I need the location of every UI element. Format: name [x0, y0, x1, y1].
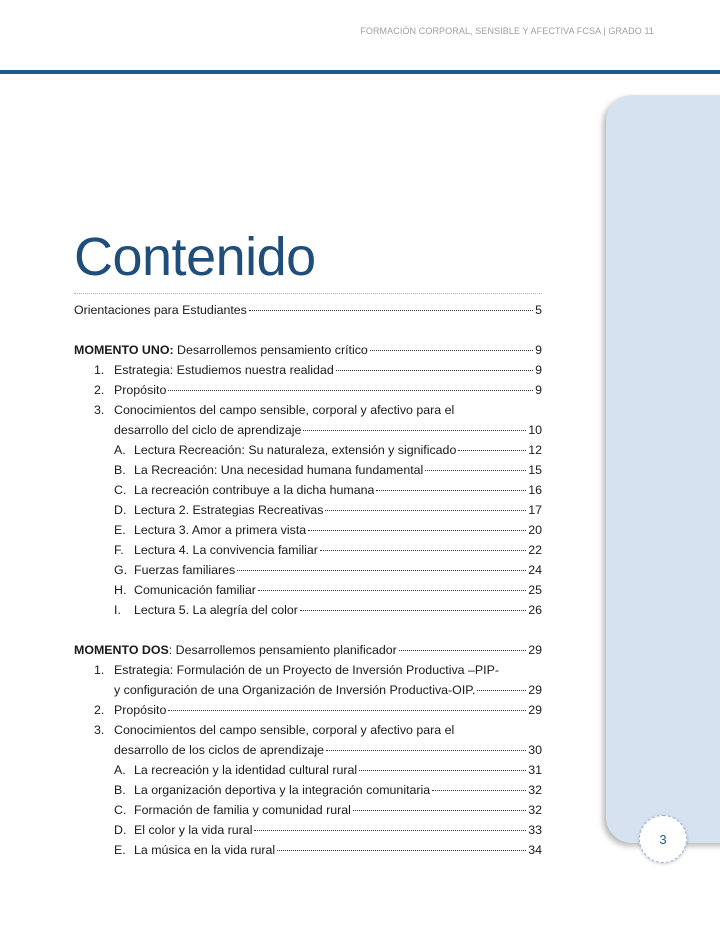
toc-label: Orientaciones para Estudiantes — [74, 303, 247, 317]
toc-marker: F. — [114, 543, 124, 557]
toc-entry-m1-sub-e[interactable] — [74, 520, 542, 540]
toc-label: Propósito — [114, 703, 167, 717]
toc-label-bold: MOMENTO DOS — [74, 643, 169, 657]
toc-leader — [237, 570, 526, 571]
toc-label: Estrategia: Formulación de un Proyecto de Inversión Productiva –PIP- — [114, 663, 499, 677]
toc-leader — [432, 790, 526, 791]
toc-entry-m1-sub-d[interactable] — [74, 500, 542, 520]
toc-label: La organización deportiva y la integración comunitaria — [134, 783, 431, 797]
toc-entry-m1-item-1[interactable] — [74, 360, 542, 380]
toc-label: Lectura Recreación: Su naturaleza, extensión y significado — [134, 443, 457, 457]
toc-label: Formación de familia y comunidad rural — [134, 803, 351, 817]
toc-page: 26 — [528, 603, 542, 617]
toc-page: 29 — [528, 703, 542, 717]
toc-label: La Recreación: Una necesidad humana fundamental — [134, 463, 424, 477]
toc-page: 9 — [535, 363, 542, 377]
toc-label: Comunicación familiar — [134, 583, 256, 597]
toc-label: y configuración de una Organización de Inversión Productiva-OIP. — [114, 683, 476, 697]
toc-entry-m2-item-1[interactable] — [74, 660, 542, 680]
toc-entry-m2-item-2[interactable] — [74, 700, 542, 720]
toc-leader — [353, 810, 526, 811]
toc-label: Conocimientos del campo sensible, corporal y afectivo para el — [114, 723, 455, 737]
toc-label: Lectura 2. Estrategias Recreativas — [134, 503, 324, 517]
toc-marker: H. — [114, 583, 127, 597]
side-tab — [606, 95, 720, 843]
toc-entry-m1-sub-g[interactable] — [74, 560, 542, 580]
table-of-contents — [74, 300, 542, 860]
toc-page: 34 — [528, 843, 542, 857]
toc-marker: G. — [114, 563, 128, 577]
toc-leader — [249, 310, 533, 311]
toc-label: La música en la vida rural — [134, 843, 276, 857]
running-header: FORMACIÓN CORPORAL, SENSIBLE Y AFECTIVA FCSA | GRADO 11 — [360, 26, 654, 36]
toc-leader — [359, 770, 526, 771]
toc-entry-m1-sub-c[interactable] — [74, 480, 542, 500]
toc-entry-m1-item-2[interactable] — [74, 380, 542, 400]
toc-entry-momento-uno[interactable] — [74, 340, 542, 360]
toc-label: desarrollo de los ciclos de aprendizaje — [114, 743, 325, 757]
toc-marker: 2. — [94, 703, 105, 717]
toc-marker: 2. — [94, 383, 105, 397]
toc-entry-m1-sub-h[interactable] — [74, 580, 542, 600]
toc-entry-m1-sub-i[interactable] — [74, 600, 542, 620]
toc-entry-m1-sub-a[interactable] — [74, 440, 542, 460]
toc-entry-m2-item-3-continuation[interactable] — [74, 740, 542, 760]
toc-entry-m1-item-3-continuation[interactable] — [74, 420, 542, 440]
toc-page: 25 — [528, 583, 542, 597]
toc-page: 33 — [528, 823, 542, 837]
toc-page: 16 — [528, 483, 542, 497]
toc-page: 20 — [528, 523, 542, 537]
toc-marker: I. — [114, 603, 121, 617]
toc-label: Lectura 3. Amor a primera vista — [134, 523, 307, 537]
toc-leader — [326, 750, 526, 751]
toc-entry-m1-sub-b[interactable] — [74, 460, 542, 480]
toc-leader — [303, 430, 526, 431]
toc-page: 22 — [528, 543, 542, 557]
toc-label: desarrollo del ciclo de aprendizaje — [114, 423, 302, 437]
toc-page: 15 — [528, 463, 542, 477]
toc-page: 5 — [535, 303, 542, 317]
toc-leader — [258, 590, 526, 591]
toc-marker: C. — [114, 803, 127, 817]
toc-page: 10 — [528, 423, 542, 437]
toc-page: 12 — [528, 443, 542, 457]
toc-leader — [168, 710, 526, 711]
toc-page: 24 — [528, 563, 542, 577]
toc-page: 17 — [528, 503, 542, 517]
toc-page: 9 — [535, 383, 542, 397]
toc-leader — [370, 350, 533, 351]
toc-marker: 3. — [94, 723, 105, 737]
toc-entry-m2-sub-a[interactable] — [74, 760, 542, 780]
toc-entry-m2-sub-b[interactable] — [74, 780, 542, 800]
toc-leader — [477, 690, 526, 691]
toc-entry-m1-item-3[interactable] — [74, 400, 542, 420]
toc-entry-momento-dos[interactable] — [74, 640, 542, 660]
toc-leader — [308, 530, 526, 531]
toc-leader — [277, 850, 526, 851]
toc-label: Fuerzas familiares — [134, 563, 236, 577]
toc-label: Lectura 4. La convivencia familiar — [134, 543, 318, 557]
toc-entry-m2-item-3[interactable] — [74, 720, 542, 740]
toc-marker: B. — [114, 463, 126, 477]
toc-leader — [325, 510, 526, 511]
page-title: Contenido — [74, 227, 316, 287]
toc-marker: E. — [114, 523, 126, 537]
toc-page: 32 — [528, 803, 542, 817]
toc-entry-m1-sub-f[interactable] — [74, 540, 542, 560]
toc-leader — [336, 370, 533, 371]
toc-label-bold: MOMENTO UNO: — [74, 343, 174, 357]
toc-entry-m2-item-1-continuation[interactable] — [74, 680, 542, 700]
toc-label: Conocimientos del campo sensible, corporal y afectivo para el — [114, 403, 455, 417]
toc-leader — [300, 610, 526, 611]
toc-label-rest: Desarrollemos pensamiento crítico — [173, 343, 368, 357]
toc-page: 31 — [528, 763, 542, 777]
toc-marker: E. — [114, 843, 126, 857]
toc-entry-m2-sub-e[interactable] — [74, 840, 542, 860]
toc-leader — [168, 390, 533, 391]
toc-marker: 1. — [94, 363, 105, 377]
title-divider — [74, 293, 542, 294]
toc-label-rest: : Desarrollemos pensamiento planificador — [168, 643, 397, 657]
toc-page: 32 — [528, 783, 542, 797]
toc-label: El color y la vida rural — [134, 823, 253, 837]
toc-leader — [458, 450, 526, 451]
toc-marker: 3. — [94, 403, 105, 417]
toc-label: Estrategia: Estudiemos nuestra realidad — [114, 363, 334, 377]
toc-label: Propósito — [114, 383, 167, 397]
toc-page: 9 — [535, 343, 542, 357]
toc-label: La recreación contribuye a la dicha humana — [134, 483, 375, 497]
toc-leader — [399, 650, 526, 651]
toc-label — [74, 640, 397, 660]
toc-leader — [320, 550, 526, 551]
toc-page: 30 — [528, 743, 542, 757]
toc-marker: C. — [114, 483, 127, 497]
toc-leader — [425, 470, 526, 471]
page-number: 3 — [659, 831, 667, 847]
toc-page: 29 — [528, 683, 542, 697]
toc-marker: D. — [114, 823, 127, 837]
toc-marker: D. — [114, 503, 127, 517]
toc-marker: A. — [114, 443, 126, 457]
toc-entry-m2-sub-c[interactable] — [74, 800, 542, 820]
toc-leader — [254, 830, 526, 831]
toc-marker: B. — [114, 783, 126, 797]
header-rule — [0, 70, 720, 74]
toc-entry-orientaciones[interactable] — [74, 300, 542, 320]
page-number-badge — [639, 815, 687, 863]
toc-marker: A. — [114, 763, 126, 777]
toc-label — [74, 340, 368, 360]
toc-label: La recreación y la identidad cultural rural — [134, 763, 358, 777]
toc-entry-m2-sub-d[interactable] — [74, 820, 542, 840]
toc-page: 29 — [528, 643, 542, 657]
toc-leader — [376, 490, 526, 491]
toc-marker: 1. — [94, 663, 105, 677]
toc-label: Lectura 5. La alegría del color — [134, 603, 298, 617]
